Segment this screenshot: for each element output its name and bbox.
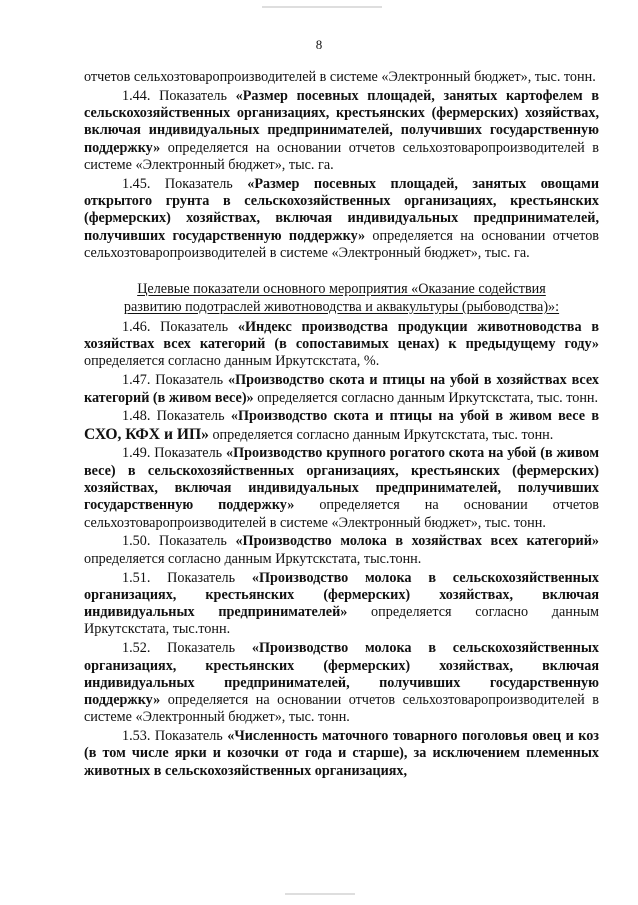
paragraph-text: 1.48. Показатель — [122, 408, 231, 425]
paragraph-p-1-50 — [84, 533, 599, 568]
paragraph-p-1-48 — [84, 408, 599, 444]
paragraph-text: определяется согласно данным Иркутскстата, тыс.тонн. — [84, 550, 422, 567]
indicator-name: СХО, КФХ и ИП» — [84, 425, 209, 443]
paragraph-p-1-52 — [84, 640, 599, 726]
indicator-name: «Производство молока в сельскохозяйственных организациях, крестьянских (фермерских) хозяйствах, включая индивидуальных предпринимателей, получивших государственную поддержку» — [84, 640, 599, 709]
scan-artifact-bottom — [285, 893, 355, 895]
indicator-name: «Производство молока в сельскохозяйственных организациях, крестьянских (фермерских) хозяйствах, включая индивидуальных предпринимателей» — [84, 569, 599, 621]
section-heading-line-2: развитию подотраслей животноводства и аквакультуры (рыбоводства)»: — [123, 298, 560, 315]
paragraph-p-1-45 — [84, 176, 599, 262]
paragraph-group-bottom — [84, 319, 599, 780]
paragraph-text: определяется на основании отчетов сельхозтоваропроизводителей в системе «Электронный бюджет», тыс. тонн. — [84, 497, 599, 531]
paragraph-text: определяется на основании отчетов сельхозтоваропроизводителей в системе «Электронный бюджет», тыс. га. — [84, 139, 599, 173]
paragraph-text: 1.46. Показатель — [122, 318, 238, 335]
paragraph-text: 1.49. Показатель — [122, 445, 227, 462]
paragraph-group-top — [84, 69, 599, 262]
indicator-name: «Размер посевных площадей, занятых картофелем в сельскохозяйственных организациях, крестьянских (фермерских) хозяйствах, включая индивидуальных предпринимателей, получивших государственную поддержку» — [84, 87, 599, 156]
paragraph-text: определяется согласно данным Иркутскстата, тыс.тонн. — [84, 604, 599, 638]
paragraph-p-1-51 — [84, 570, 599, 639]
paragraph-text: 1.45. Показатель — [122, 175, 248, 192]
page-number: 8 — [315, 37, 323, 52]
paragraph-text: определяется на основании отчетов сельхозтоваропроизводителей в системе «Электронный бюджет», тыс. тонн. — [84, 692, 599, 726]
indicator-name: «Производство крупного рогатого скота на убой (в живом весе) в сельскохозяйственных организациях, крестьянских (фермерских) хозяйствах, включая индивидуальных предпринимателей, получивших государственную поддержку» — [84, 445, 599, 514]
paragraph-text: 1.53. Показатель — [122, 728, 228, 745]
paragraph-text: 1.50. Показатель — [122, 533, 236, 550]
paragraph-text: определяется согласно данным Иркутскстата, тыс. тонн. — [208, 426, 554, 443]
paragraph-continuation — [84, 69, 599, 86]
document-body — [84, 69, 599, 780]
paragraph-p-1-47 — [84, 372, 599, 407]
indicator-name: «Производство скота и птицы на убой в живом весе в — [230, 408, 599, 425]
paragraph-p-1-49 — [84, 445, 599, 531]
indicator-name: «Производство молока в хозяйствах всех категорий» — [235, 533, 600, 550]
paragraph-text: определяется согласно данным Иркутскстата, %. — [84, 353, 380, 370]
indicator-name: «Размер посевных площадей, занятых овощами открытого грунта в сельскохозяйственных организациях, крестьянских (фермерских) хозяйствах, включая индивидуальных предпринимателей, получивших государственную поддержку» — [84, 175, 599, 244]
paragraph-p-1-46 — [84, 319, 599, 371]
indicator-name: «Производство скота и птицы на убой в хозяйствах всех категорий (в живом весе)» — [84, 372, 599, 406]
paragraph-p-1-53 — [84, 728, 599, 780]
paragraph-text: 1.47. Показатель — [122, 372, 228, 389]
paragraph-text: отчетов сельхозтоваропроизводителей в системе «Электронный бюджет», тыс. тонн. — [84, 69, 596, 85]
paragraph-text: 1.44. Показатель — [122, 87, 236, 104]
paragraph-text: 1.52. Показатель — [122, 640, 252, 657]
paragraph-text: определяется на основании отчетов сельхозтоваропроизводителей в системе «Электронный бюджет», тыс. га. — [84, 227, 599, 261]
section-heading — [84, 281, 599, 316]
paragraph-p-1-44 — [84, 88, 599, 174]
indicator-name: «Индекс производства продукции животноводства в хозяйствах всех категорий (в сопоставимых ценах) к предыдущему году» — [84, 318, 599, 353]
indicator-name: «Численность маточного товарного поголовья овец и коз (в том числе ярки и козочки от года и старше), за исключением племенных животных в сельскохозяйственных организациях, — [84, 728, 599, 779]
scan-artifact-top — [262, 6, 382, 8]
section-heading-line-1: Целевые показатели основного мероприятия «Оказание содействия — [137, 281, 546, 298]
paragraph-text: 1.51. Показатель — [122, 569, 252, 586]
paragraph-text: определяется согласно данным Иркутскстата, тыс. тонн. — [253, 389, 599, 406]
